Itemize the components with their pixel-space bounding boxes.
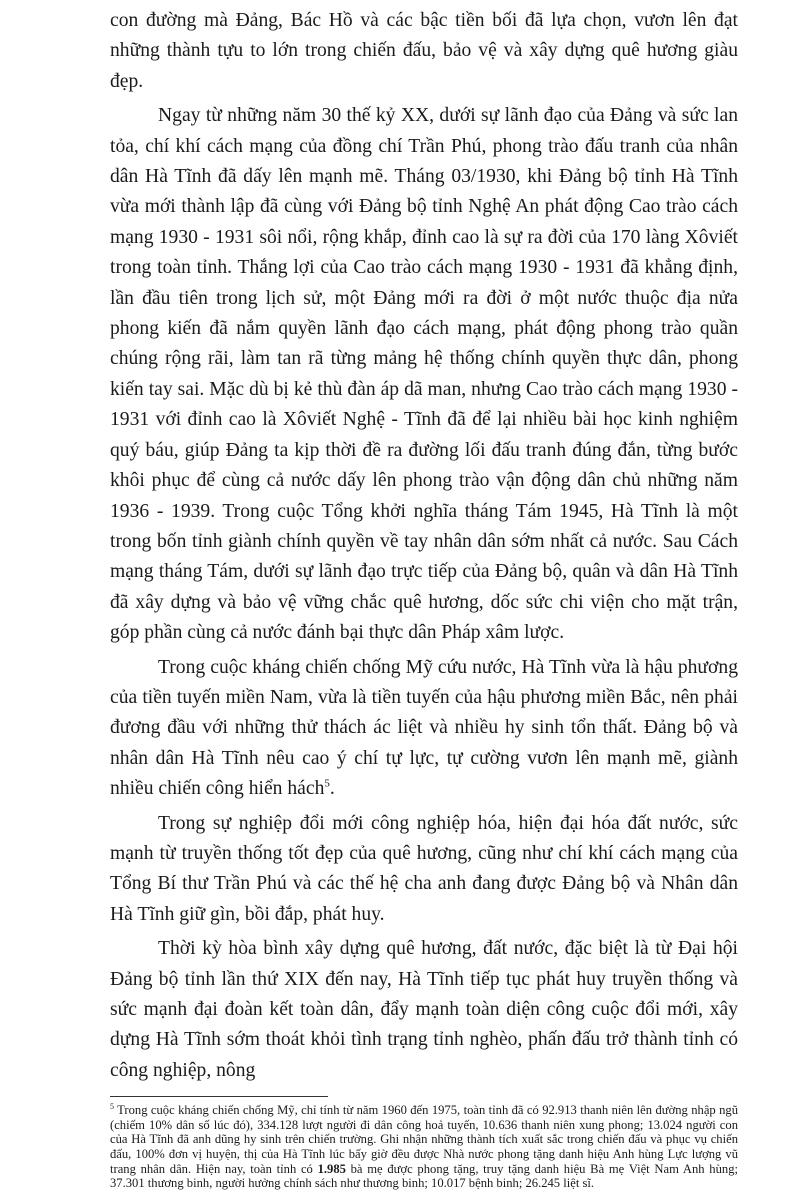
footnote-marker: 5 [110, 1102, 114, 1112]
paragraph-1930-movement: Ngay từ những năm 30 thế kỷ XX, dưới sự lãnh đạo của Đảng và sức lan tỏa, chí khí cách mạng của đồng chí Trần Phú, phong trào đấu tranh của nhân dân Hà Tĩnh đã dấy lên mạnh mẽ. Tháng 03/1930, khi Đảng bộ tỉnh Hà Tĩnh vừa mới thành lập đã cùng với Đảng bộ tỉnh Nghệ An phát động Cao trào cách mạng 1930 - 1931 sôi nổi, rộng khắp, đỉnh cao là sự ra đời của 170 làng Xôviết trong toàn tỉnh. Thắng lợi của Cao trào cách mạng 1930 - 1931 đã khẳng định, lần đầu tiên trong lịch sử, một Đảng mới ra đời ở một nước thuộc địa nửa phong kiến đã nắm quyền lãnh đạo cách mạng, phát động phong trào quần chúng rộng rãi, làm tan rã từng mảng hệ thống chính quyền thực dân, phong kiến tay sai. Mặc dù bị kẻ thù đàn áp dã man, nhưng Cao trào cách mạng 1930 - 1931 với đỉnh cao là Xôviết Nghệ - Tĩnh đã để lại nhiều bài học kinh nghiệm quý báu, giúp Đảng ta kịp thời đề ra đường lối đấu tranh đúng đắn, từng bước khôi phục để cùng cả nước dấy lên phong trào vận động dân chủ những năm 1936 - 1939. Trong cuộc Tổng khởi nghĩa tháng Tám 1945, Hà Tĩnh là một trong bốn tỉnh giành chính quyền về tay nhân dân sớm nhất cả nước. Sau Cách mạng tháng Tám, dưới sự lãnh đạo trực tiếp của Đảng bộ, quân và dân Hà Tĩnh đã xây dựng và bảo vệ vững chắc quê hương, dốc sức chi viện cho mặt trận, góp phần cùng cả nước đánh bại thực dân Pháp xâm lược. [110, 105, 738, 644]
footnote-reference[interactable]: 5 [324, 777, 330, 790]
paragraph-peace-time: Thời kỳ hòa bình xây dựng quê hương, đất nước, đặc biệt là từ Đại hội Đảng bộ tỉnh lần thứ XIX đến nay, Hà Tĩnh tiếp tục phát huy truyền thống và sức mạnh đại đoàn kết toàn dân, đẩy mạnh toàn diện công cuộc đổi mới, xây dựng Hà Tĩnh sớm thoát khỏi tình trạng tỉnh nghèo, phấn đấu trở thành tỉnh có công nghiệp, nông [110, 938, 738, 1081]
paragraph-renovation: Trong sự nghiệp đổi mới công nghiệp hóa, hiện đại hóa đất nước, sức mạnh từ truyền thống tốt đẹp của quê hương, cũng như chí khí cách mạng của Tổng Bí thư Trần Phú và các thế hệ cha anh đang được Đảng bộ và Nhân dân Hà Tĩnh giữ gìn, bồi đắp, phát huy. [110, 812, 738, 925]
footnote-divider [110, 1096, 328, 1097]
footnote-bold-number: 1.985 [317, 1161, 346, 1176]
body-text [110, 6, 738, 1086]
paragraph-continuation: con đường mà Đảng, Bác Hồ và các bậc tiền bối đã lựa chọn, vươn lên đạt những thành tựu to lớn trong chiến đấu, bảo vệ và xây dựng quê hương giàu đẹp. [110, 10, 738, 92]
footnote-text-before: Trong cuộc kháng chiến chống Mỹ, chỉ tính từ năm 1960 đến 1975, toàn tỉnh đã có 92.913 thanh niên lên đường nhập ngũ (chiếm 10% dân số lúc đó), 334.128 lượt người đi dân công hoả tuyến, 10.636 thanh niên xung phong; 13.024 người con của Hà Tĩnh đã anh dũng hy sinh trên chiến trường. Ghi nhận những thành tích xuất sắc trong chiến đấu và phục vụ chiến đấu, 100% đơn vị huyện, thị của Hà Tĩnh lúc bấy giờ đều được Nhà nước phong tặng danh hiệu Anh hùng Lực lượng vũ trang nhân dân. Hiện nay, toàn tỉnh có [110, 1103, 738, 1176]
paragraph-anti-us-war: Trong cuộc kháng chiến chống Mỹ cứu nước, Hà Tĩnh vừa là hậu phương của tiền tuyến miền Nam, vừa là tiền tuyến của hậu phương miền Bắc, nên phải đương đầu với những thử thách ác liệt và nhiều hy sinh tổn thất. Đảng bộ và nhân dân Hà Tĩnh nêu cao ý chí tự lực, tự cường vươn lên mạnh mẽ, giành nhiều chiến công hiển hách$^5$. [110, 656, 738, 800]
paragraph-anti-us-war-text: Trong cuộc kháng chiến chống Mỹ cứu nước, Hà Tĩnh vừa là hậu phương của tiền tuyến miền Nam, vừa là tiền tuyến của hậu phương miền Bắc, nên phải đương đầu với những thử thách ác liệt và nhiều hy sinh tổn thất. Đảng bộ và nhân dân Hà Tĩnh nêu cao ý chí tự lực, tự cường vươn lên mạnh mẽ, giành nhiều chiến công hiển hách [110, 656, 738, 800]
footnote-5 [110, 1103, 738, 1191]
footnote-text-after: bà mẹ được phong tặng, truy tặng danh hiệu Bà mẹ Việt Nam Anh hùng; 37.301 thương binh, người hưởng chính sách như thương binh; 10.017 bệnh binh; 26.245 liệt sĩ. [110, 1161, 738, 1191]
